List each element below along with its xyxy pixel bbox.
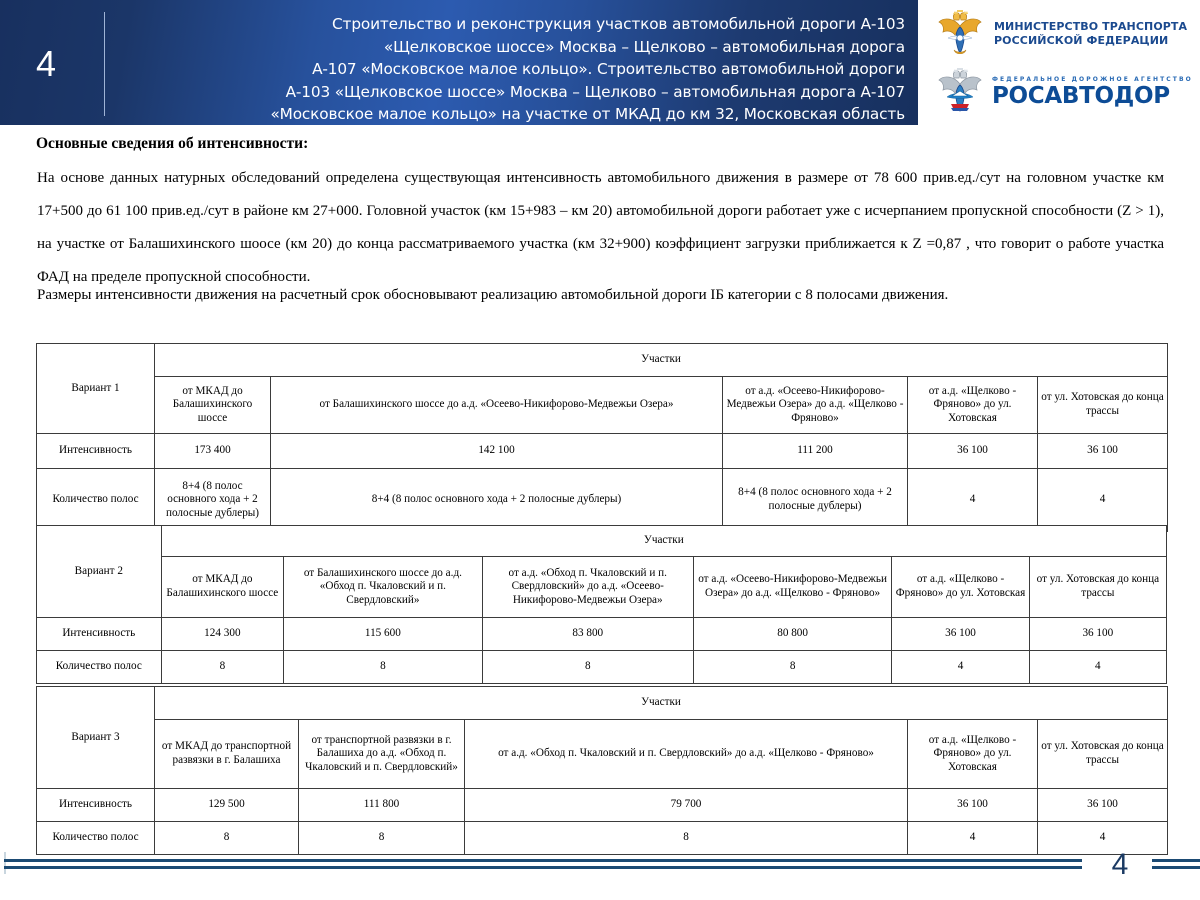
cell-value: 4 — [1038, 469, 1168, 532]
column-header: от а.д. «Осеево-Никифорово-Медвежьи Озера» до а.д. «Щелково - Фряново» — [723, 377, 908, 434]
row-label: Количество полос — [37, 651, 162, 684]
column-header: от Балашихинского шоссе до а.д. «Обход п. Чкаловский и п. Свердловский» — [284, 557, 483, 618]
cell-value: 8 — [299, 822, 465, 855]
row-label: Количество полос — [37, 469, 155, 532]
span-header: Участки — [155, 344, 1168, 377]
cell-value: 8 — [482, 651, 693, 684]
intro-paragraph-1: На основе данных натурных обследований определена существующая интенсивность автомобильного движения в размере от 78 600 прив.ед./сут на головном участке км 17+500 до 61 100 прив.ед./сут в районе км 27+000. Головной участок (км 15+983 – км 20) автомобильной дороги работает уже с исчерпанием пропускной способности (Z > 1), на участке от Балашихинского шоосе (км 20) до конца рассматриваемого участка (км 32+900) коэффициент загрузки приближается к Z =0,87 , что говорит о работе участка ФАД на пределе пропускной способности. — [37, 170, 1164, 285]
table-row — [37, 822, 1168, 855]
cell-value: 111 200 — [723, 434, 908, 469]
column-header: от а.д. «Обход п. Чкаловский и п. Свердловский» до а.д. «Осеево-Никифорово-Медвежьи Озера» — [482, 557, 693, 618]
rosavtodor-tagline: ФЕДЕРАЛЬНОЕ ДОРОЖНОЕ АГЕНТСТВО — [992, 75, 1193, 83]
cell-value: 8 — [465, 822, 908, 855]
cell-value: 4 — [1038, 822, 1168, 855]
variant-3-table — [36, 686, 1168, 855]
slide-header — [0, 0, 1200, 125]
column-header: от МКАД до Балашихинского шоссе — [155, 377, 271, 434]
table-row — [37, 434, 1168, 469]
mintrans-line-1: МИНИСТЕРСТВО ТРАНСПОРТА — [994, 20, 1188, 33]
cell-value: 36 100 — [1038, 434, 1168, 469]
cell-value: 142 100 — [271, 434, 723, 469]
cell-value: 36 100 — [892, 618, 1029, 651]
rosavtodor-logo — [934, 66, 1193, 118]
variant-label: Вариант 2 — [37, 526, 162, 618]
column-header: от МКАД до Балашихинского шоссе — [161, 557, 284, 618]
cell-value: 124 300 — [161, 618, 284, 651]
column-header: от а.д. «Осеево-Никифорово-Медвежьи Озера» до а.д. «Щелково - Фряново» — [693, 557, 892, 618]
row-label: Интенсивность — [37, 618, 162, 651]
title-line-3: А-107 «Московское малое кольцо». Строительство автомобильной дороги — [312, 60, 905, 78]
cell-value: 8 — [161, 651, 284, 684]
cell-value: 173 400 — [155, 434, 271, 469]
row-label: Интенсивность — [37, 434, 155, 469]
row-label: Количество полос — [37, 822, 155, 855]
header-vertical-divider — [104, 12, 105, 116]
title-line-5: «Московское малое кольцо» на участке от МКАД до км 32, Московская область — [270, 105, 905, 123]
table-row-column-headers — [37, 720, 1168, 789]
cell-value: 36 100 — [908, 434, 1038, 469]
table-row-column-headers — [37, 557, 1167, 618]
column-header: от а.д. «Щелково - Фряново» до ул. Хотовская — [892, 557, 1029, 618]
logo-group — [928, 0, 1200, 125]
double-headed-eagle-icon — [934, 8, 986, 60]
column-header: от ул. Хотовская до конца трассы — [1038, 377, 1168, 434]
cell-value: 79 700 — [465, 789, 908, 822]
footer-left-tick — [4, 852, 6, 874]
footer-rule-left-top — [4, 859, 1082, 862]
cell-value: 36 100 — [908, 789, 1038, 822]
cell-value: 36 100 — [1038, 789, 1168, 822]
column-header: от Балашихинского шоссе до а.д. «Осеево-Никифорово-Медвежьи Озера» — [271, 377, 723, 434]
variant-2-table — [36, 525, 1167, 684]
rosavtodor-wordmark: РОСАВТОДОР — [992, 82, 1170, 109]
cell-value: 36 100 — [1029, 618, 1166, 651]
footer-rule-left-bottom — [4, 866, 1082, 869]
mintrans-logo — [934, 8, 1187, 60]
table-row — [37, 618, 1167, 651]
cell-value: 8+4 (8 полос основного хода + 2 полосные дублеры) — [271, 469, 723, 532]
cell-value: 4 — [1029, 651, 1166, 684]
cell-value: 115 600 — [284, 618, 483, 651]
mintrans-line-2: РОССИЙСКОЙ ФЕДЕРАЦИИ — [994, 34, 1169, 47]
page-title — [150, 13, 905, 125]
cell-value: 8+4 (8 полос основного хода + 2 полосные дублеры) — [155, 469, 271, 532]
table-row — [37, 469, 1168, 532]
span-header: Участки — [155, 687, 1168, 720]
cell-value: 8 — [284, 651, 483, 684]
slide-number: 4 — [36, 43, 57, 84]
title-line-1: Строительство и реконструкция участков автомобильной дороги А-103 — [332, 15, 905, 33]
cell-value: 80 800 — [693, 618, 892, 651]
column-header: от а.д. «Щелково - Фряново» до ул. Хотовская — [908, 377, 1038, 434]
rosavtodor-logo-text — [992, 76, 1193, 109]
column-header: от транспортной развязки в г. Балашиха до а.д. «Обход п. Чкаловский и п. Свердловский» — [299, 720, 465, 789]
rosavtodor-eagle-icon — [934, 66, 986, 118]
variant-1-table — [36, 343, 1168, 532]
cell-value: 8+4 (8 полос основного хода + 2 полосные дублеры) — [723, 469, 908, 532]
slide-footer — [0, 848, 1200, 900]
intro-paragraph-2: Размеры интенсивности движения на расчетный срок обосновывают реализацию автомобильной дороги IБ категории с 8 полосами движения. — [37, 287, 949, 303]
cell-value: 4 — [892, 651, 1029, 684]
cell-value: 8 — [693, 651, 892, 684]
cell-value: 8 — [155, 822, 299, 855]
table-row-span-header — [37, 687, 1168, 720]
table-row — [37, 789, 1168, 822]
column-header: от ул. Хотовская до конца трассы — [1038, 720, 1168, 789]
variant-label: Вариант 3 — [37, 687, 155, 789]
title-line-4: А-103 «Щелковское шоссе» Москва – Щелково – автомобильная дорога А-107 — [285, 82, 905, 101]
footer-rule-right-bottom — [1152, 866, 1200, 869]
mintrans-logo-text — [994, 20, 1187, 48]
cell-value: 4 — [908, 822, 1038, 855]
table-row-span-header — [37, 526, 1167, 557]
span-header: Участки — [161, 526, 1166, 557]
table-row-span-header — [37, 344, 1168, 377]
cell-value: 129 500 — [155, 789, 299, 822]
table-row — [37, 651, 1167, 684]
variant-label: Вариант 1 — [37, 344, 155, 434]
row-label: Интенсивность — [37, 789, 155, 822]
footer-rule-right-top — [1152, 859, 1200, 862]
title-line-2: «Щелковское шоссе» Москва – Щелково – автомобильная дорога — [383, 37, 905, 56]
column-header: от а.д. «Обход п. Чкаловский и п. Свердловский» до а.д. «Щелково - Фряново» — [465, 720, 908, 789]
cell-value: 83 800 — [482, 618, 693, 651]
cell-value: 111 800 — [299, 789, 465, 822]
footer-page-number: 4 — [1111, 848, 1129, 881]
column-header: от МКАД до транспортной развязки в г. Балашиха — [155, 720, 299, 789]
cell-value: 4 — [908, 469, 1038, 532]
column-header: от а.д. «Щелково - Фряново» до ул. Хотовская — [908, 720, 1038, 789]
table-row-column-headers — [37, 377, 1168, 434]
section-heading: Основные сведения об интенсивности: — [36, 135, 309, 152]
column-header: от ул. Хотовская до конца трассы — [1029, 557, 1166, 618]
